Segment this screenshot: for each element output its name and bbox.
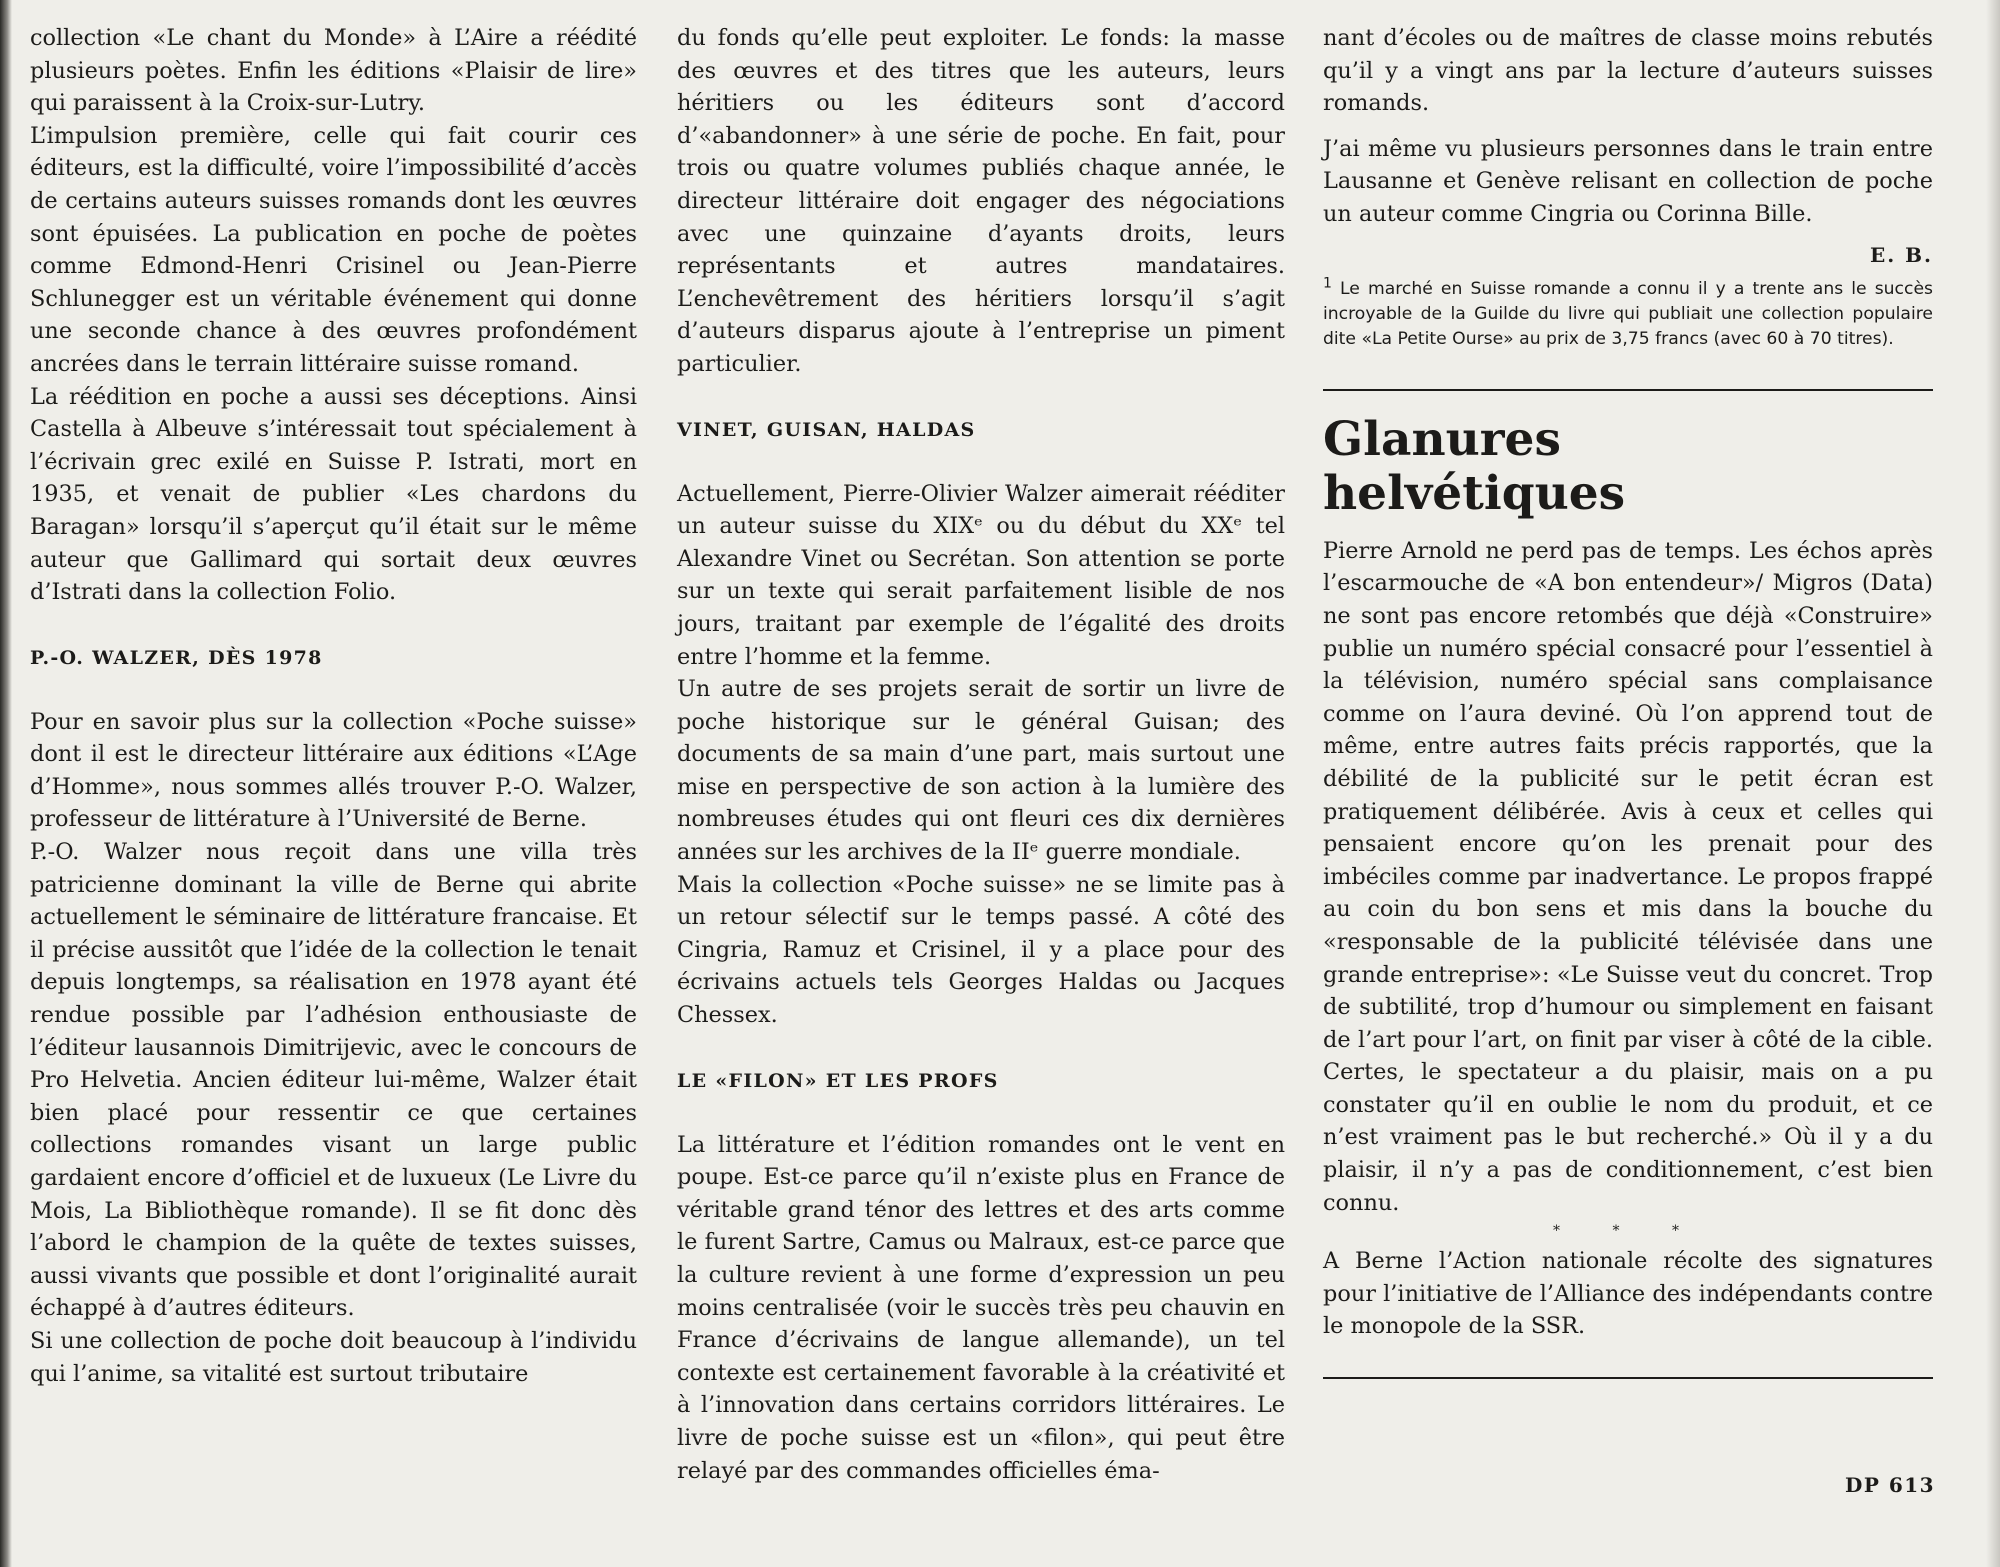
page-number: DP 613 <box>1845 1473 1936 1497</box>
paragraph: La littérature et l’édition romandes ont le vent en poupe. Est-ce parce qu’il n’existe plus en France de véritable grand ténor des lettres et des arts comme le furent Sartre, Camus ou Malraux, est-ce parce que la culture revient à une forme d’expression un peu moins centralisée (voir le succès très peu chauvin en France d’écrivains de langue allemande), un tel contexte est certainement favorable à la créativité et à l’innovation dans certains corridors littéraires. Le livre de poche suisse est un «filon», qui peut être relayé par des commandes officielles éma- <box>677 1131 1285 1484</box>
paragraph: La réédition en poche a aussi ses déceptions. Ainsi Castella à Albeuve s’intéressait tout spécialement à l’écrivain grec exilé en Suisse P. Istrati, mort en 1935, et venait de publier «Les chardons du Baragan» lorsqu’il s’aperçut qu’il était sur le même auteur que Gallimard qui sortait deux œuvres d’Istrati dans la collection Folio. <box>30 383 637 606</box>
footnote-text: Le marché en Suisse romande a connu il y a trente ans le succès incroyable de la Guilde du livre qui publiait une collection populaire dite «La Petite Ourse» au prix de 3,75 francs (avec 60 à 70 titres). <box>1323 278 1933 350</box>
paragraph: P.-O. Walzer nous reçoit dans une villa très patricienne dominant la ville de Berne qui abrite actuellement le séminaire de littérature francaise. Et il précise aussitôt que l’idée de la collection le tenait depuis longtemps, sa réalisation en 1978 ayant été rendue possible par l’adhésion enthousiaste de l’éditeur lausannois Dimitrijevic, avec le concours de Pro Helvetia. Ancien éditeur lui-même, Walzer était bien placé pour ressentir ce que certaines collections romandes visant un large public gardaient encore d’officiel et de luxueux (Le Livre du Mois, La Bibliothèque romande). Il se fit donc dès l’abord le champion de la quête de textes suisses, aussi vivants que possible et dont l’originalité aurait échappé à d’autres éditeurs. <box>30 839 637 1322</box>
author-signature: E. B. <box>1869 242 1933 267</box>
paragraph: L’impulsion première, celle qui fait courir ces éditeurs, est la difficulté, voire l’impossibilité d’accès de certains auteurs suisses romands dont les œuvres sont épuisées. La publication en poche de poètes comme Edmond-Henri Crisinel ou Jean-Pierre Schlunegger est un véritable événement qui donne une seconde chance à des œuvres profondément ancrées dans le terrain littéraire suisse romand. <box>30 122 637 377</box>
paragraph: Actuellement, Pierre-Olivier Walzer aimerait rééditer un auteur suisse du XIXᵉ ou du début du XXᵉ tel Alexandre Vinet ou Secrétan. Son attention se porte sur un texte qui serait parfaitement lisible de nos jours, traitant par exemple de l’égalité des droits entre l’homme et la femme. <box>677 480 1285 670</box>
paragraph: collection «Le chant du Monde» à L’Aire a réédité plusieurs poètes. Enfin les éditions «Plaisir de lire» qui paraissent à la Croix-sur-Lutry. <box>30 25 637 117</box>
paragraph: Un autre de ses projets serait de sortir un livre de poche historique sur le général Guisan; des documents de sa main d’une part, mais surtout une mise en perspective de son action à la lumière des nombreuses études qui ont fleuri ces dix dernières années sur les archives de la IIᵉ guerre mondiale. <box>677 676 1285 866</box>
paragraph: du fonds qu’elle peut exploiter. Le fonds: la masse des œuvres et des titres que les auteurs, leurs héritiers ou les éditeurs sont d’accord d’«abandonner» à une série de poche. En fait, pour trois ou quatre volumes publiés chaque année, le directeur littéraire doit engager des négociations avec une quinzaine d’ayants droits, leurs représentants et autres mandataires. L’enchevêtrement des héritiers lorsqu’il s’agit d’auteurs disparus ajoute à l’entreprise un piment particulier. <box>677 25 1285 377</box>
paragraph: J’ai même vu plusieurs personnes dans le train entre Lausanne et Genève relisant en collection de poche un auteur comme Cingria ou Corinna Bille. <box>1323 135 1933 227</box>
divider <box>1323 1377 1933 1379</box>
column-2 <box>677 22 1285 1487</box>
paragraph: A Berne l’Action nationale récolte des signatures pour l’initiative de l’Alliance des indépendants contre le monopole de la SSR. <box>1323 1248 1933 1340</box>
footnote <box>1323 274 1933 353</box>
paragraph: Pierre Arnold ne perd pas de temps. Les échos après l’escarmouche de «A bon entendeur»/ Migros (Data) ne sont pas encore retombés que déjà «Construire» publie un numéro spécial consacré pour l’essentiel à la télévision, numéro spécial sans complaisance comme on l’aura deviné. Où l’on apprend tout de même, entre autres faits précis rapportés, que la débilité de la publicité sur le petit écran est pratiquement délibérée. Avis à ceux et celles qui pensaient encore qu’on les prenait pour des imbéciles comme par inadvertance. Le propos frappé au coin du bon sens et mis dans la bouche du «responsable de la publicité télévisée dans une grande entreprise»: «Le Suisse veut du concret. Trop de subtilité, trop d’humour ou simplement en faisant de l’art pour l’art, on finit par viser à côté de la cible. Certes, le spectateur a du plaisir, mais on a pu constater qu’il en oublie le nom du produit, et ce n’est vraiment pas le but recherché.» Où il y a du plaisir, il n’y a pas de conditionnement, c’est bien connu. <box>1323 537 1933 1216</box>
column-3 <box>1323 22 1933 1379</box>
article-title <box>1323 413 1933 521</box>
paragraph: Mais la collection «Poche suisse» ne se limite pas à un retour sélectif sur le temps passé. A côté des Cingria, Ramuz et Crisinel, il y a place pour des écrivains actuels tels Georges Haldas ou Jacques Chessex. <box>677 871 1285 1029</box>
paragraph: Si une collection de poche doit beaucoup à l’individu qui l’anime, sa vitalité est surtout tributaire <box>30 1327 637 1387</box>
paragraph: Pour en savoir plus sur la collection «Poche suisse» dont il est le directeur littéraire aux éditions «L’Age d’Homme», nous sommes allés trouver P.-O. Walzer, professeur de littérature à l’Université de Berne. <box>30 708 637 833</box>
section-heading-filon: LE «FILON» ET LES PROFS <box>677 1069 999 1092</box>
page-edge <box>1986 0 2000 1567</box>
section-heading-vinet: VINET, GUISAN, HALDAS <box>677 418 976 441</box>
title-line-2: helvétiques <box>1323 465 1626 521</box>
divider <box>1323 389 1933 391</box>
section-separator: * * * <box>1553 1223 1703 1240</box>
column-1 <box>30 22 637 1390</box>
section-heading-walzer: P.-O. WALZER, DÈS 1978 <box>30 646 323 669</box>
page-binding-shadow <box>0 0 12 1567</box>
paragraph: nant d’écoles ou de maîtres de classe moins rebutés qu’il y a vingt ans par la lecture d’auteurs suisses romands. <box>1323 25 1933 117</box>
footnote-mark: 1 <box>1323 274 1332 291</box>
title-line-1: Glanures <box>1323 411 1561 467</box>
